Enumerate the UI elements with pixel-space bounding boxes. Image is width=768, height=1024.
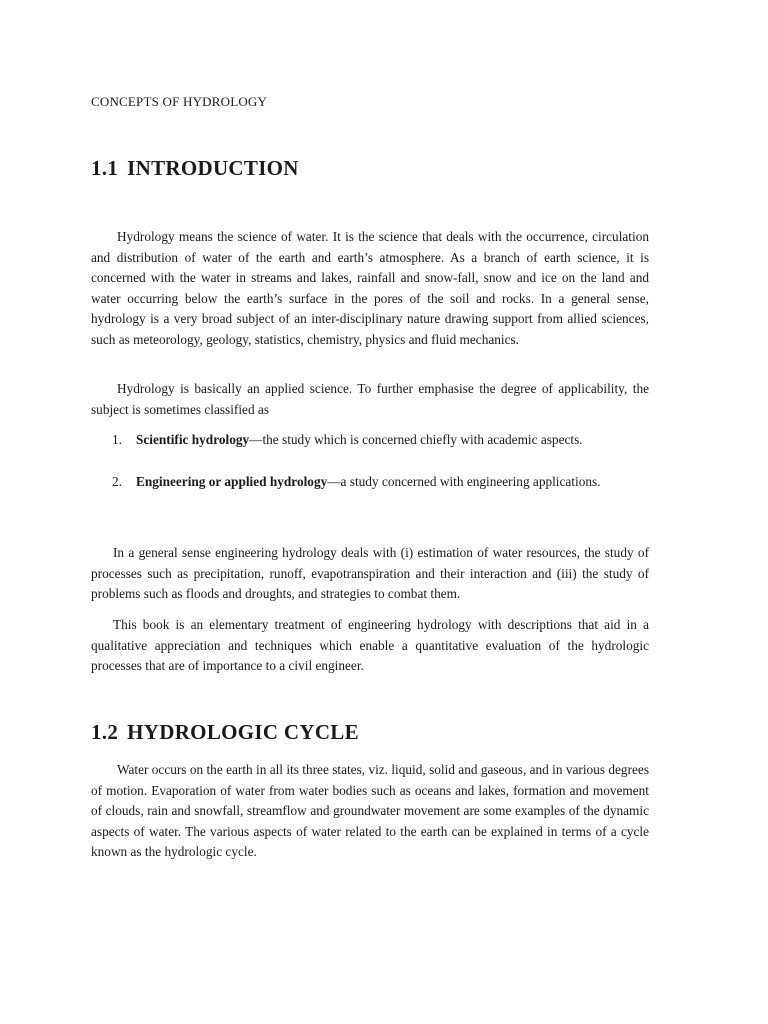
- list-term: Scientific hydrology: [136, 432, 250, 447]
- section-number: 1.1: [91, 156, 119, 180]
- classification-list: [91, 430, 651, 451]
- section-title: HYDROLOGIC CYCLE: [127, 720, 359, 744]
- list-marker: 1.: [112, 432, 122, 447]
- paragraph: Hydrology means the science of water. It is the science that deals with the occurrence, circulation and distribution of water of the earth and earth’s atmosphere. As a branch of earth science, it is concerned with the water in streams and lakes, rainfall and snow-fall, snow and ice on the land and water occurring below the earth’s surface in the pores of the soil and rocks. In a general sense, hydrology is a very broad subject of an inter-disciplinary nature drawing support from allied sciences, such as meteorology, geology, statistics, chemistry, physics and fluid mechanics.: [91, 229, 649, 347]
- paragraph: Hydrology is basically an applied science. To further emphasise the degree of applicability, the subject is sometimes classified as: [91, 381, 649, 417]
- section-number: 1.2: [91, 720, 119, 744]
- paragraph: This book is an elementary treatment of engineering hydrology with descriptions that aid in a qualitative appreciation and techniques which enable a quantitative evaluation of the hydrologic processes that are of importance to a civil engineer.: [91, 617, 649, 674]
- list-item: [91, 472, 651, 493]
- paragraph: In a general sense engineering hydrology deals with (i) estimation of water resources, the study of processes such as precipitation, runoff, evapotranspiration and their interaction and (iii) the study of problems such as floods and droughts, and strategies to combat them.: [91, 545, 649, 602]
- section-title: INTRODUCTION: [127, 156, 299, 180]
- section-heading-introduction: [91, 156, 299, 181]
- section-heading-hydrologic-cycle: [91, 720, 359, 745]
- paragraph: Water occurs on the earth in all its three states, viz. liquid, solid and gaseous, and in various degrees of motion. Evaporation of water from water bodies such as oceans and lakes, formation and movement of clouds, rain and snowfall, streamflow and groundwater movement are some examples of the dynamic aspects of water. The various aspects of water related to the earth can be explained in terms of a cycle known as the hydrologic cycle.: [91, 762, 649, 860]
- document-title: CONCEPTS OF HYDROLOGY: [91, 94, 268, 109]
- list-item: [91, 430, 651, 451]
- classification-list: [91, 472, 651, 493]
- list-marker: 2.: [112, 474, 122, 489]
- list-text: —a study concerned with engineering applications.: [327, 474, 601, 489]
- list-term: Engineering or applied hydrology: [136, 474, 328, 489]
- list-text: —the study which is concerned chiefly with academic aspects.: [249, 432, 583, 447]
